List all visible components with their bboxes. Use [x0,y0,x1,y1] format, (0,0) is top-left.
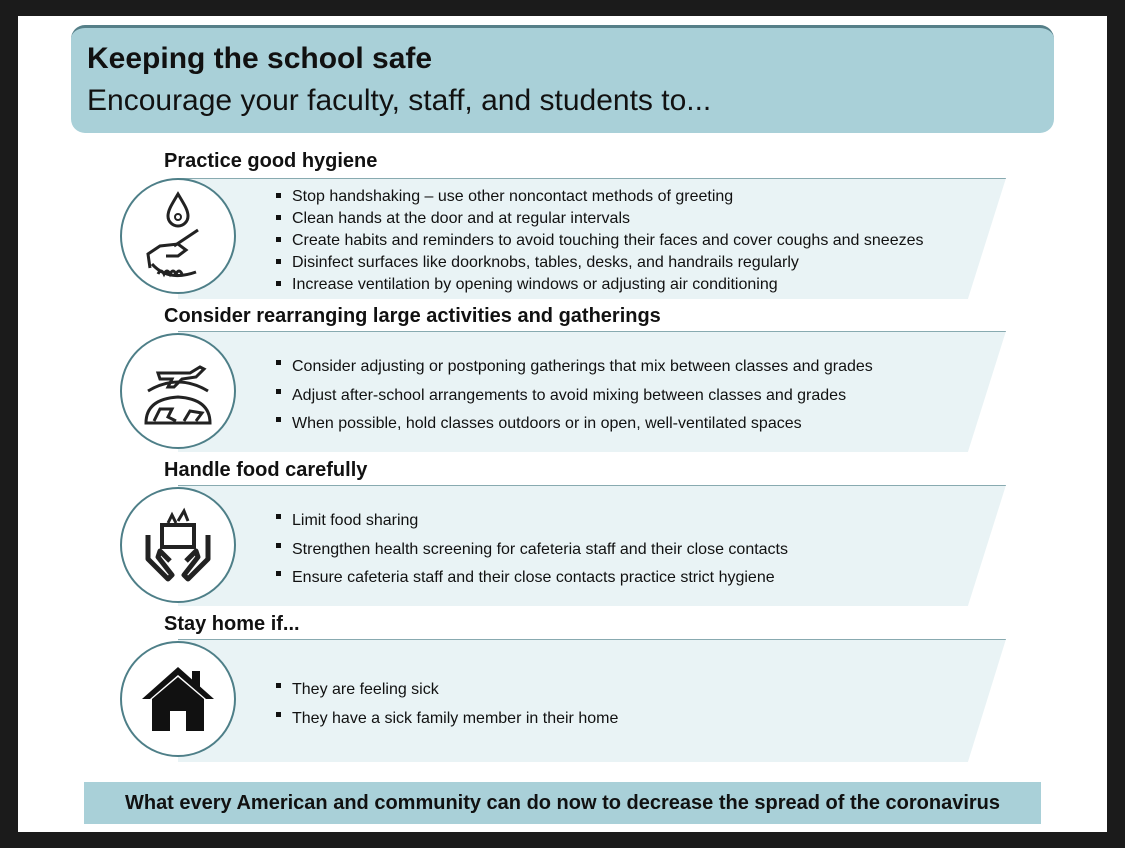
list-item: Clean hands at the door and at regular intervals [274,208,924,230]
food-list [274,507,788,593]
house-icon [138,659,218,739]
stay-home-list [274,676,618,733]
infographic-page [18,16,1107,832]
hygiene-list [274,186,924,296]
header-banner [71,25,1054,133]
footer-banner: What every American and community can do now to decrease the spread of the coronavirus [84,782,1041,824]
list-item: When possible, hold classes outdoors or in open, well-ventilated spaces [274,410,873,439]
section-title-stay-home: Stay home if... [164,613,300,635]
hygiene-icon [138,186,218,286]
stay-home-icon-circle [120,641,236,757]
list-item: Adjust after-school arrangements to avoid mixing between classes and grades [274,382,873,411]
list-item: Strengthen health screening for cafeteria staff and their close contacts [274,536,788,565]
list-item: Increase ventilation by opening windows or adjusting air conditioning [274,274,924,296]
food-box-hands-icon [138,505,218,585]
list-item: Ensure cafeteria staff and their close contacts practice strict hygiene [274,564,788,593]
list-item: Stop handshaking – use other noncontact methods of greeting [274,186,924,208]
section-title-food: Handle food carefully [164,459,368,481]
section-title-hygiene: Practice good hygiene [164,150,378,172]
gatherings-icon-circle [120,333,236,449]
globe-airplane-icon [138,351,218,431]
list-item: Limit food sharing [274,507,788,536]
hygiene-icon-circle [120,178,236,294]
list-item: Create habits and reminders to avoid touching their faces and cover coughs and sneezes [274,230,924,252]
list-item: Consider adjusting or postponing gatherings that mix between classes and grades [274,353,873,382]
page-title: Keeping the school safe [87,42,433,75]
page-subtitle: Encourage your faculty, staff, and students to... [87,84,712,117]
food-icon-circle [120,487,236,603]
list-item: Disinfect surfaces like doorknobs, tables, desks, and handrails regularly [274,252,924,274]
section-title-gatherings: Consider rearranging large activities and gatherings [164,305,661,327]
list-item: They are feeling sick [274,676,618,705]
gatherings-list [274,353,873,439]
list-item: They have a sick family member in their home [274,705,618,734]
